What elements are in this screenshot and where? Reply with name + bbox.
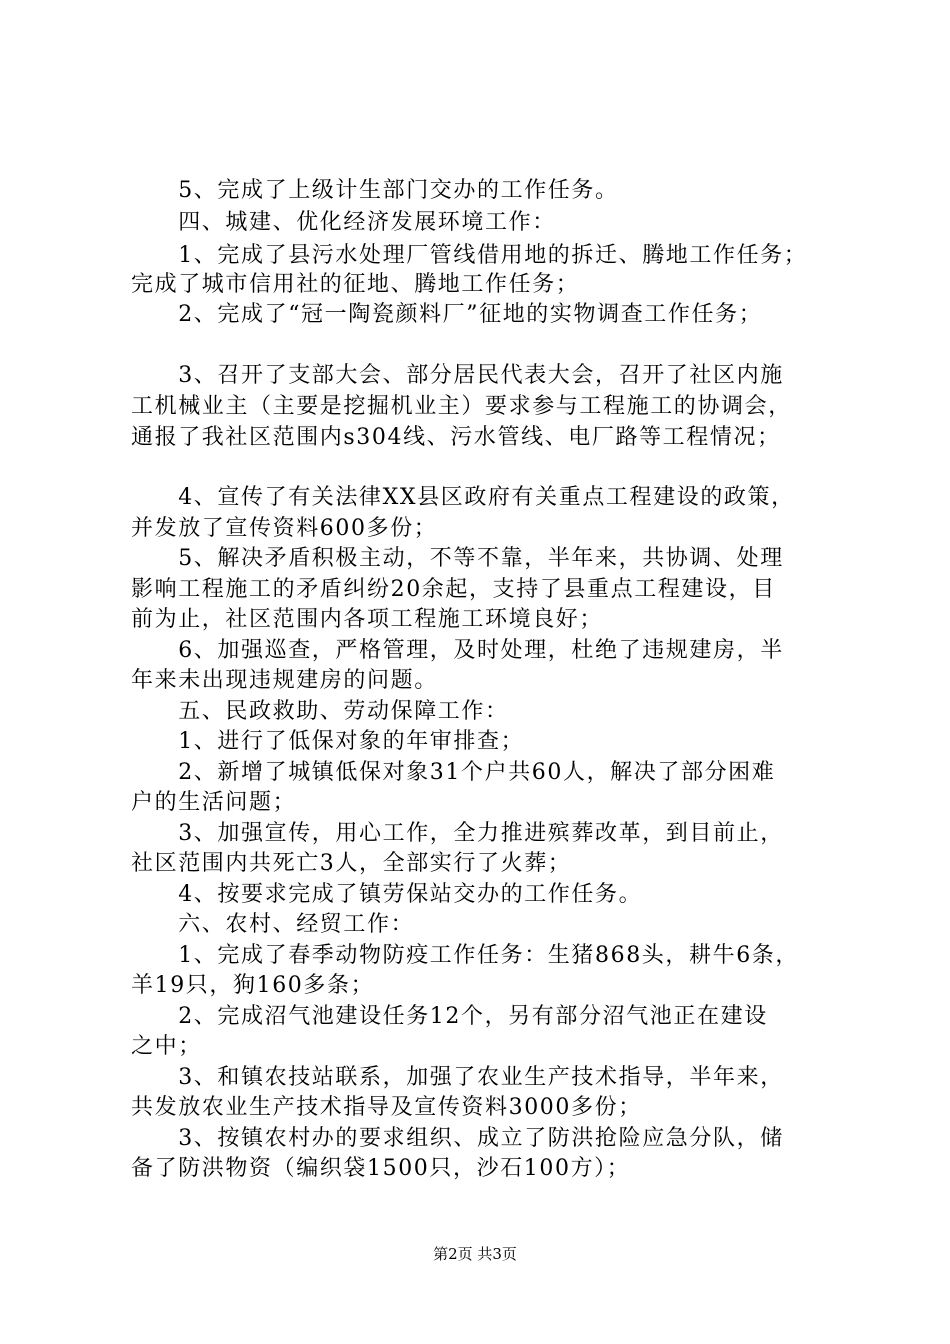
text-line: 并发放了宣传资料600多份； [131,516,438,541]
text-line: 之中； [131,1034,202,1059]
text-line: 户的生活问题； [131,790,297,815]
section-heading: 四、城建、优化经济发展环境工作： [131,210,556,235]
text-line: 通报了我社区范围内s304线、污水管线、电厂路等工程情况； [131,425,781,450]
text-line: 1、进行了低保对象的年审排查； [131,729,525,754]
text-line: 2、完成了“冠一陶瓷颜料厂”征地的实物调查工作任务； [131,302,763,327]
text-line: 3、召开了支部大会、部分居民代表大会，召开了社区内施 [131,363,784,388]
page-number-footer: 第2页 共3页 [433,1245,517,1263]
text-line: 羊19只，狗160多条； [131,973,375,998]
text-line: 1、完成了县污水处理厂管线借用地的拆迁、腾地工作任务； [131,243,808,268]
text-line: 备了防洪物资（编织袋1500只，沙石100方）； [131,1156,631,1181]
text-line: 影响工程施工的矛盾纠纷20余起，支持了县重点工程建设，目 [131,577,776,602]
text-line: 4、宣传了有关法律XX县区政府有关重点工程建设的政策， [131,485,795,510]
text-line: 5、解决矛盾积极主动，不等不靠，半年来，共协调、处理 [131,546,784,571]
text-line: 2、完成沼气池建设任务12个，另有部分沼气池正在建设 [131,1004,768,1029]
text-line: 年来未出现违规建房的问题。 [131,668,438,693]
text-line: 3、按镇农村办的要求组织、成立了防洪抢险应急分队，储 [131,1126,784,1151]
text-line: 前为止，社区范围内各项工程施工环境良好； [131,607,604,632]
text-line: 社区范围内共死亡3人，全部实行了火葬； [131,851,572,876]
text-line: 2、新增了城镇低保对象31个户共60人，解决了部分困难 [131,760,776,785]
text-line: 5、完成了上级计生部门交办的工作任务。 [131,178,619,203]
text-line: 1、完成了春季动物防疫工作任务：生猪868头，耕牛6条， [131,943,799,968]
text-line: 3、加强宣传，用心工作，全力推进殡葬改革，到目前止， [131,821,784,846]
text-line: 6、加强巡查，严格管理，及时处理，杜绝了违规建房，半 [131,638,784,663]
text-line: 完成了城市信用社的征地、腾地工作任务； [131,272,580,297]
text-line: 4、按要求完成了镇劳保站交办的工作任务。 [131,882,643,907]
text-line: 3、和镇农技站联系，加强了农业生产技术指导，半年来， [131,1065,784,1090]
text-line: 工机械业主（主要是挖掘机业主）要求参与工程施工的协调会， [131,394,792,419]
text-line: 共发放农业生产技术指导及宣传资料3000多份； [131,1095,642,1120]
section-heading: 六、农村、经贸工作： [131,912,415,937]
section-heading: 五、民政救助、劳动保障工作： [131,699,509,724]
